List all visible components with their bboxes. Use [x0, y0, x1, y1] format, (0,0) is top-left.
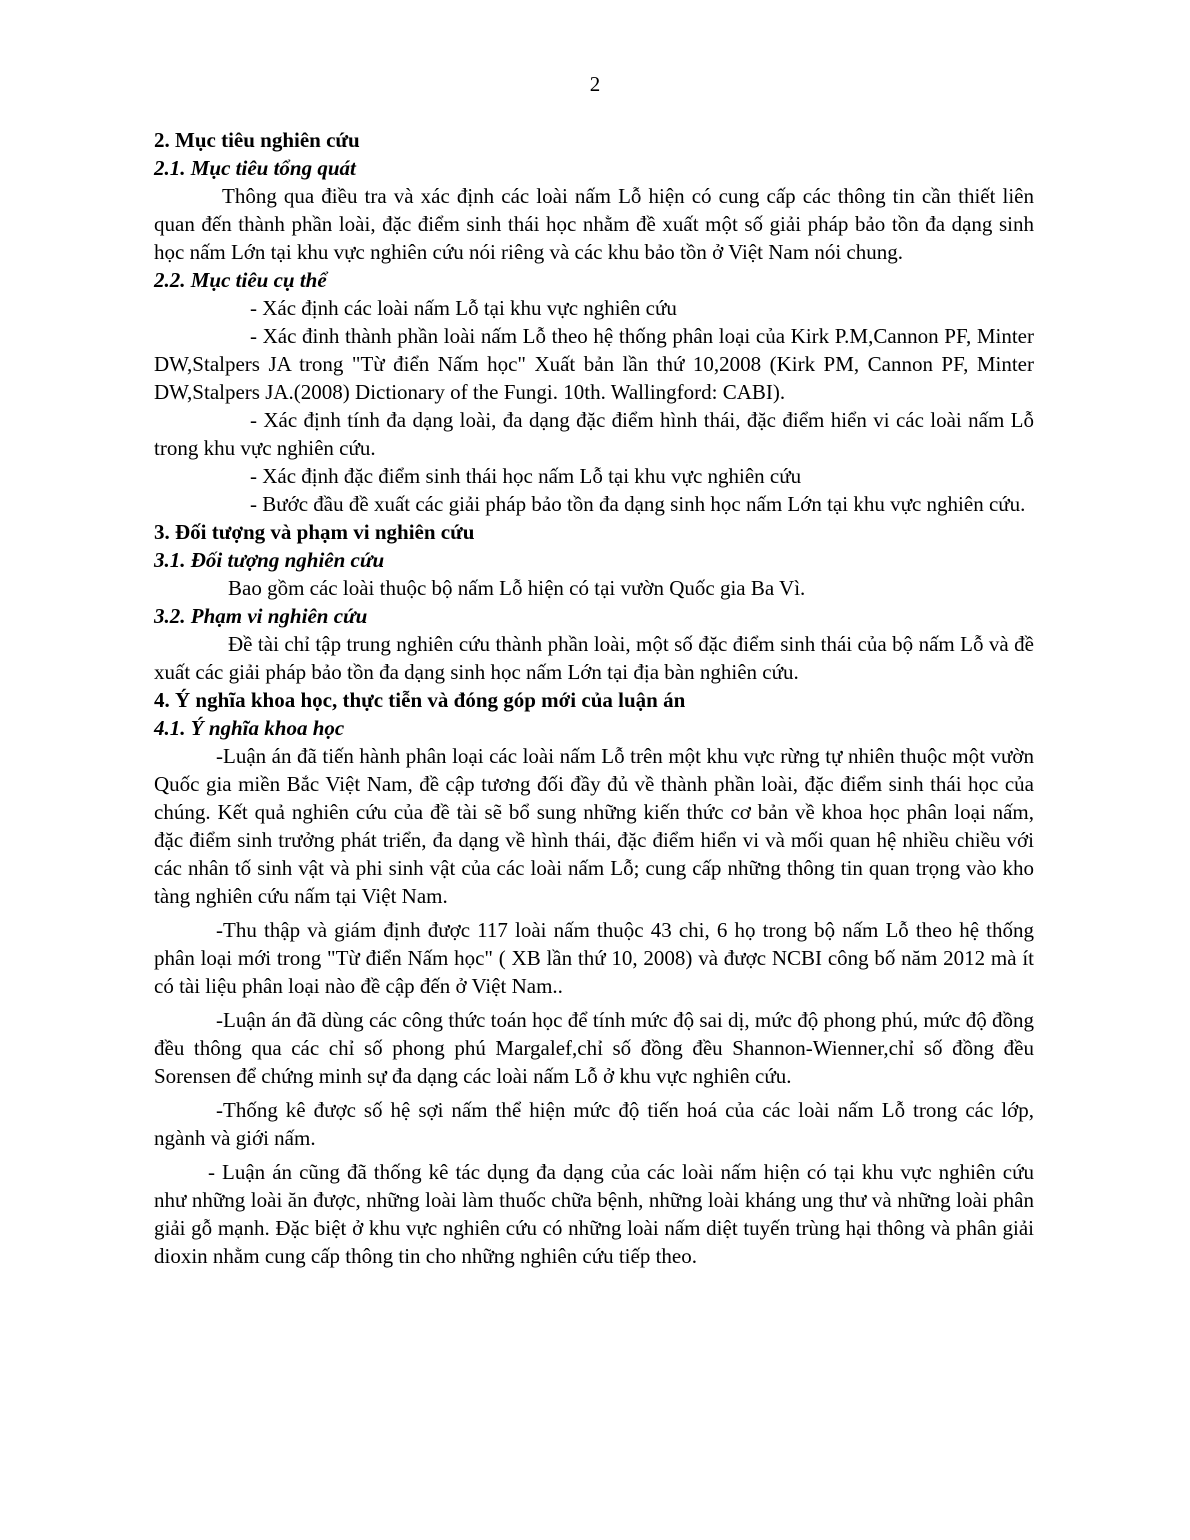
section-3-2-heading: 3.2. Phạm vi nghiên cứu	[154, 604, 368, 628]
list-item: - Xác đinh thành phần loài nấm Lỗ theo hệ thống phân loại của Kirk P.M,Cannon PF, Minter DW,Stalpers JA trong "Từ điển Nấm học" Xuất bản lần thứ 10,2008 (Kirk PM, Cannon PF, Minter DW,Stalpers JA.(2008) Dictionary of the Fungi. 10th. Wallingford: CABI).	[154, 324, 1034, 404]
section-3-1-heading: 3.1. Đối tượng nghiên cứu	[154, 548, 385, 572]
section-2-heading: 2. Mục tiêu nghiên cứu	[154, 128, 360, 152]
section-3-2-paragraph: Đề tài chỉ tập trung nghiên cứu thành phần loài, một số đặc điểm sinh thái của bộ nấm Lỗ và đề xuất các giải pháp bảo tồn đa dạng sinh học nấm Lớn tại địa bàn nghiên cứu.	[154, 632, 1034, 684]
section-3-heading: 3. Đối tượng và phạm vi nghiên cứu	[154, 520, 475, 544]
list-item: - Xác định tính đa dạng loài, đa dạng đặc điểm hình thái, đặc điểm hiển vi các loài nấm Lỗ trong khu vực nghiên cứu.	[154, 408, 1034, 460]
list-item: - Xác định các loài nấm Lỗ tại khu vực nghiên cứu	[250, 296, 677, 320]
paragraph: -Thống kê được số hệ sợi nấm thể hiện mức độ tiến hoá của các loài nấm Lỗ trong các lớp, ngành và giới nấm.	[154, 1098, 1034, 1150]
paragraph: -Luận án đã tiến hành phân loại các loài nấm Lỗ trên một khu vực rừng tự nhiên thuộc một vườn Quốc gia miền Bắc Việt Nam, đề cập tương đối đầy đủ về thành phần loài, đặc điểm sinh thái học của chúng. Kết quả nghiên cứu của đề tài sẽ bổ sung những kiến thức cơ bản về khoa học phân loại nấm, đặc điểm sinh trưởng phát triển, đa dạng về hình thái, đặc điểm hiển vi và mối quan hệ nhiều chiều với các nhân tố sinh vật và phi sinh vật của các loài nấm Lỗ; cung cấp những thông tin quan trọng vào kho tàng nghiên cứu nấm tại Việt Nam.	[154, 744, 1034, 908]
section-4-heading: 4. Ý nghĩa khoa học, thực tiễn và đóng góp mới của luận án	[154, 688, 686, 712]
section-2-1-paragraph: Thông qua điều tra và xác định các loài nấm Lỗ hiện có cung cấp các thông tin cần thiết liên quan đến thành phần loài, đặc điểm sinh thái học nhằm đề xuất một số giải pháp bảo tồn đa dạng sinh học nấm Lớn tại khu vực nghiên cứu nói riêng và các khu bảo tồn ở Việt Nam nói chung.	[154, 184, 1034, 264]
section-2-2-heading: 2.2. Mục tiêu cụ thể	[154, 268, 327, 292]
section-2-1-heading: 2.1. Mục tiêu tổng quát	[154, 156, 356, 180]
section-3-1-paragraph: Bao gồm các loài thuộc bộ nấm Lỗ hiện có tại vườn Quốc gia Ba Vì.	[228, 576, 806, 600]
section-4-1-heading: 4.1. Ý nghĩa khoa học	[154, 716, 345, 740]
list-item: - Xác định đặc điểm sinh thái học nấm Lỗ tại khu vực nghiên cứu	[250, 464, 802, 488]
paragraph: -Luận án đã dùng các công thức toán học để tính mức độ sai dị, mức độ phong phú, mức độ đồng đều thông qua các chỉ số phong phú Margalef,chỉ số đồng đều Shannon-Wienner,chỉ số đồng đều Sorensen để chứng minh sự đa dạng các loài nấm Lỗ ở khu vực nghiên cứu.	[154, 1008, 1034, 1088]
page-number: 2	[589, 72, 601, 96]
page-content	[154, 126, 1034, 1270]
paragraph: -Thu thập và giám định được 117 loài nấm thuộc 43 chi, 6 họ trong bộ nấm Lỗ theo hệ thống phân loại mới trong "Từ điển Nấm học" ( XB lần thứ 10, 2008) và được NCBI công bố năm 2012 mà ít có tài liệu phân loại nào đề cập đến ở Việt Nam..	[154, 918, 1034, 998]
paragraph: - Luận án cũng đã thống kê tác dụng đa dạng của các loài nấm hiện có tại khu vực nghiên cứu như những loài ăn được, những loài làm thuốc chữa bệnh, những loài kháng ung thư và những loài phân giải gỗ mạnh. Đặc biệt ở khu vực nghiên cứu có những loài nấm diệt tuyến trùng hại thông và phân giải dioxin nhằm cung cấp thông tin cho những nghiên cứu tiếp theo.	[154, 1160, 1034, 1268]
list-item: - Bước đầu đề xuất các giải pháp bảo tồn đa dạng sinh học nấm Lớn tại khu vực nghiên cứu.	[250, 492, 1026, 516]
